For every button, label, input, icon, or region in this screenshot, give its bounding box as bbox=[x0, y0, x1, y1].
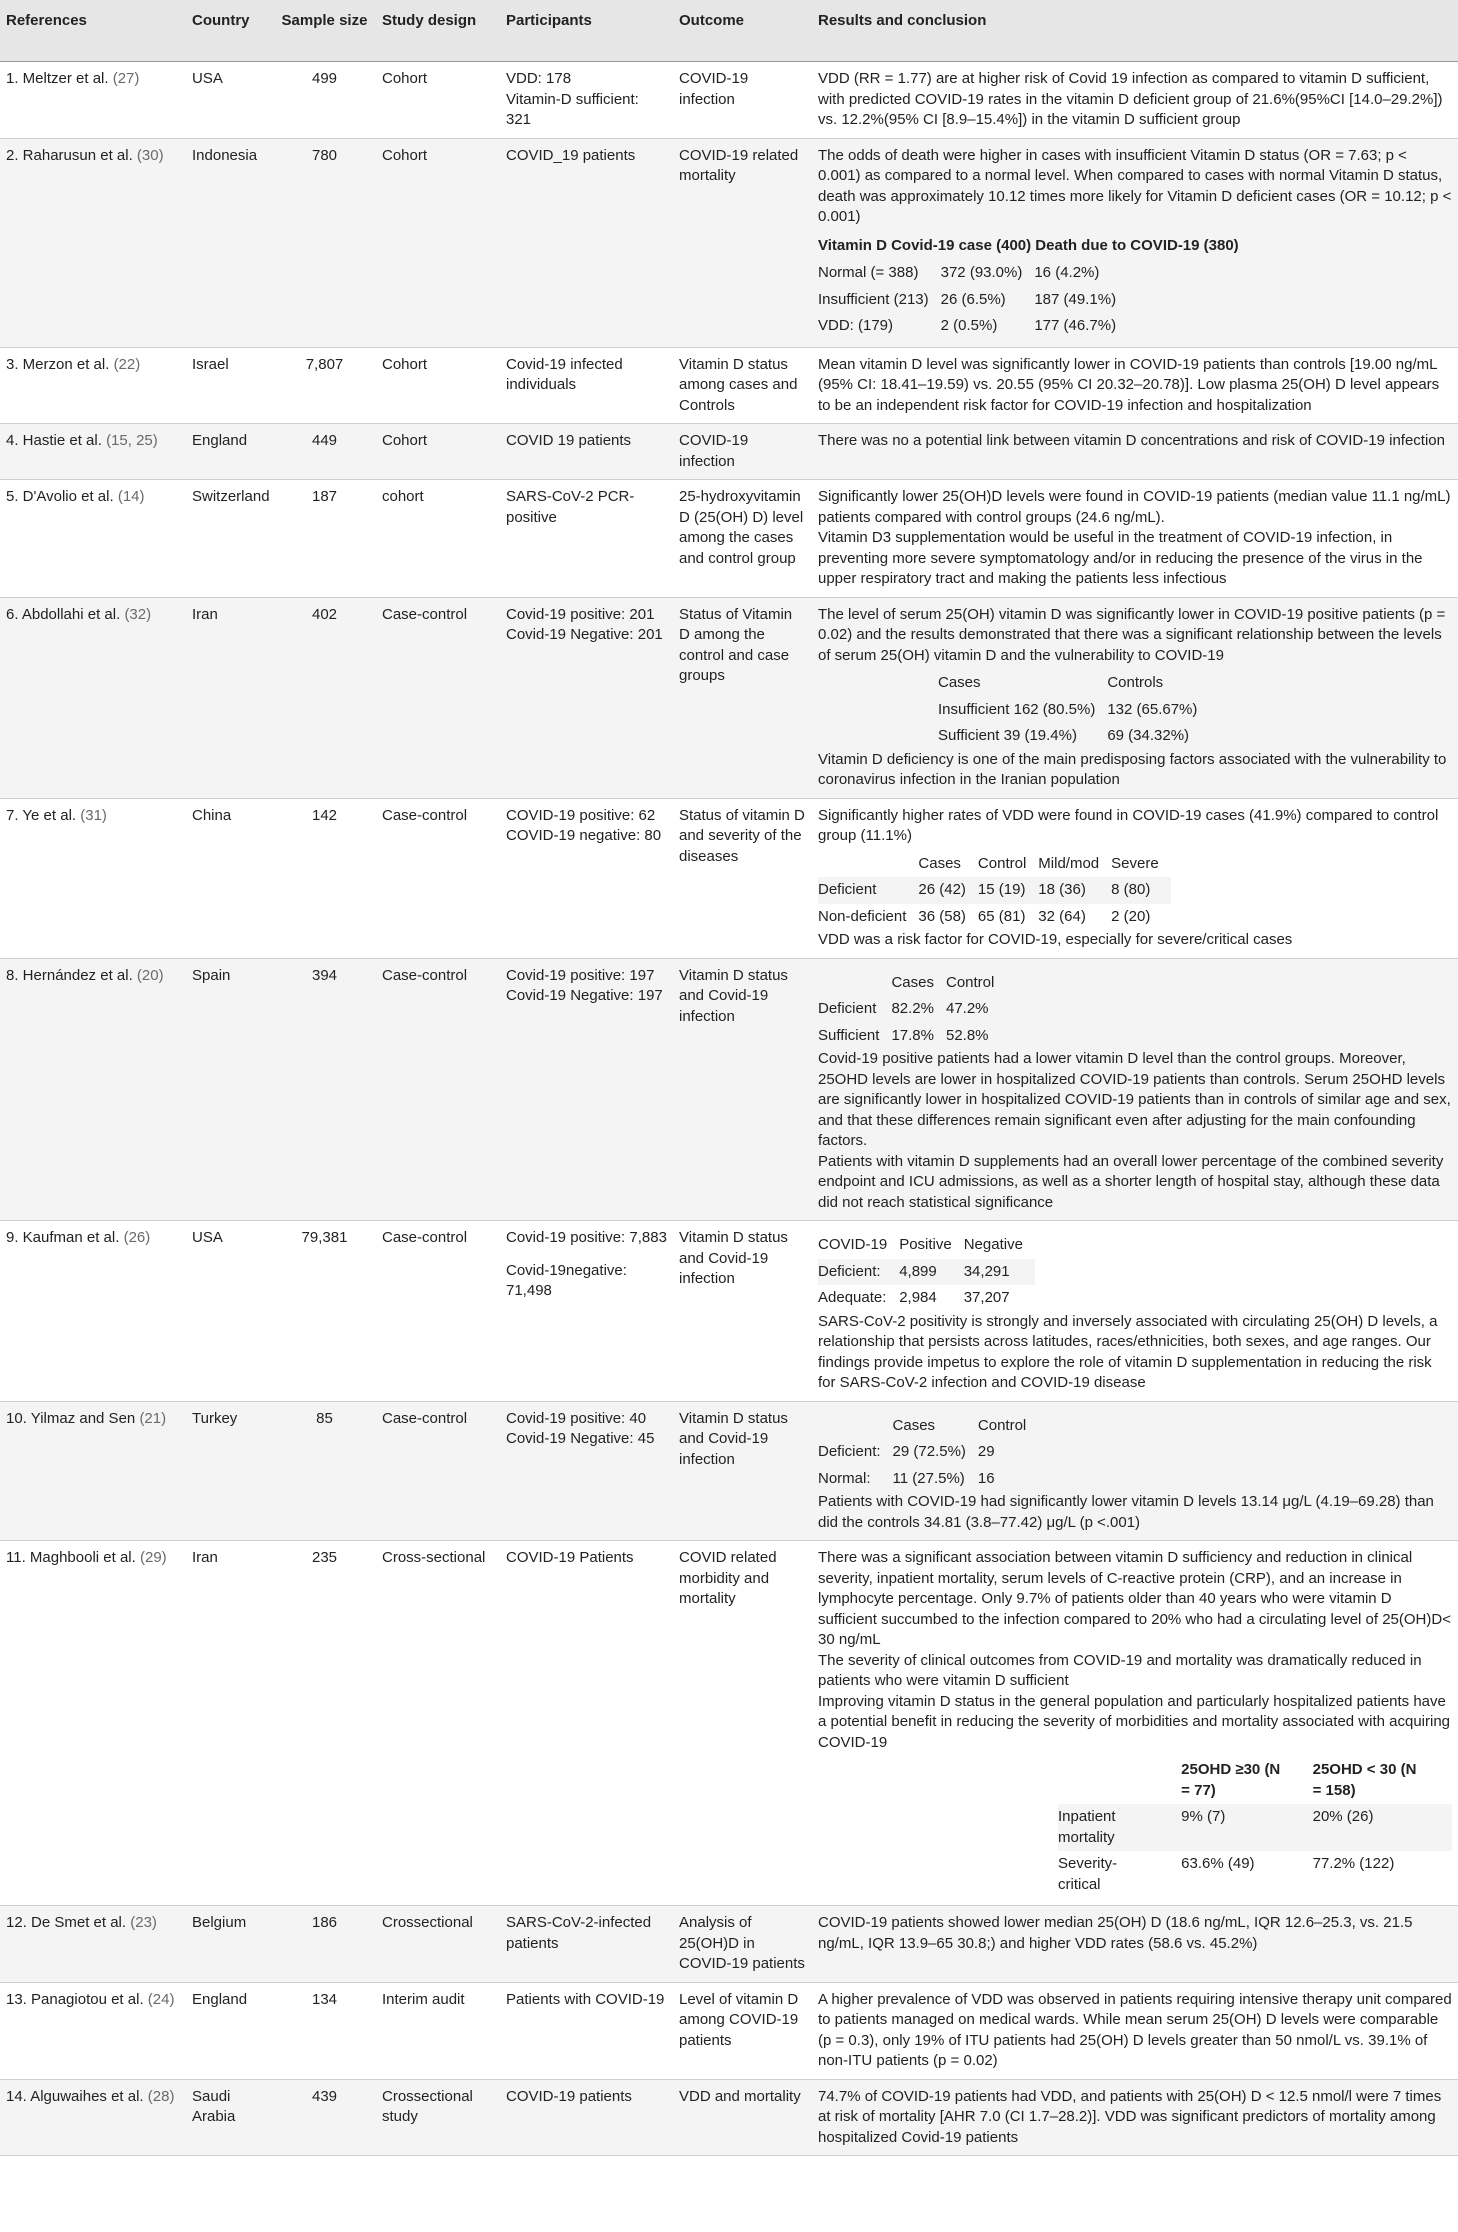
cell-country: Saudi Arabia bbox=[186, 2079, 273, 2156]
results-paragraph: Patients with COVID-19 had significantly lower vitamin D levels 13.14 μg/L (4.19–69.28) than did the controls 34.81 (3.8–77.42) μg/L (p <.001) bbox=[818, 1493, 1434, 1531]
reference-text: 12. De Smet et al. bbox=[6, 1914, 127, 1931]
cell-study-design: Case-control bbox=[376, 597, 500, 798]
subtable-row bbox=[818, 1259, 1035, 1286]
cell-reference bbox=[0, 480, 186, 598]
subtable-header-cell: 25OHD < 30 (N = 158) bbox=[1312, 1761, 1417, 1799]
table-row bbox=[0, 1221, 1458, 1402]
subtable-cell: 2,984 bbox=[899, 1289, 937, 1306]
citation-number: (30) bbox=[136, 146, 164, 164]
table-row bbox=[0, 1906, 1458, 1983]
results-paragraph: A higher prevalence of VDD was observed in patients requiring intensive therapy unit compared to patients managed on medical wards. While mean serum 25(OH) D levels were comparable (p = 0.3), only 19% of ITU patients had 25(OH) D levels greater than 50 nmol/L vs. 39.1% of non-ITU patients (p = 0.02) bbox=[818, 1990, 1452, 2069]
cell-sample-size: 402 bbox=[273, 597, 376, 798]
subtable-cell: VDD: (179) bbox=[818, 317, 894, 334]
cell-participants bbox=[500, 347, 673, 424]
citation-number: (21) bbox=[139, 1409, 167, 1427]
subtable-cell: 16 bbox=[977, 1469, 995, 1487]
participant-line: COVID-19 patients bbox=[506, 2087, 632, 2105]
cell-country: Iran bbox=[186, 1541, 273, 1906]
subtable-cell: Deficient bbox=[818, 1000, 877, 1017]
cell-sample-size: 134 bbox=[273, 1982, 376, 2079]
cell-sample-size: 235 bbox=[273, 1541, 376, 1906]
citation-number: (24) bbox=[147, 1990, 175, 2008]
subtable-row bbox=[818, 1439, 1038, 1466]
table-row bbox=[0, 958, 1458, 1221]
subtable-cell: 32 (64) bbox=[1038, 907, 1086, 925]
cell-results bbox=[812, 1221, 1458, 1402]
subtable-cell: Insufficient (213) bbox=[818, 290, 929, 308]
header-references: References bbox=[0, 0, 186, 62]
header-study-design: Study design bbox=[376, 0, 500, 62]
cell-country: Israel bbox=[186, 347, 273, 424]
cell-participants bbox=[500, 1221, 673, 1402]
table-row bbox=[0, 798, 1458, 958]
participant-line: COVID-19 positive: 62 bbox=[506, 806, 656, 824]
subtable-header-row bbox=[818, 1413, 1038, 1440]
cell-outcome: Vitamin D status and Covid-19 infection bbox=[673, 1401, 812, 1541]
participant-line: COVID 19 patients bbox=[506, 432, 632, 449]
subtable-cell: 372 (93.0%) bbox=[940, 264, 1023, 281]
cell-country: Spain bbox=[186, 958, 273, 1221]
header-country: Country bbox=[186, 0, 273, 62]
cell-country: Switzerland bbox=[186, 480, 273, 598]
cell-sample-size: 394 bbox=[273, 958, 376, 1221]
cell-results bbox=[812, 2079, 1458, 2156]
subtable-cell: 36 (58) bbox=[918, 907, 966, 925]
citation-number: (22) bbox=[113, 355, 141, 373]
cell-results bbox=[812, 597, 1458, 798]
cell-country: China bbox=[186, 798, 273, 958]
citation-number: (26) bbox=[123, 1229, 151, 1246]
results-paragraph: There was a significant association between vitamin D sufficiency and reduction in clinical severity, inpatient mortality, serum levels of C-reactive protein (CRP), and an increase in lymphocyte percentage. Only 9.7% of patients older than 40 years who were vitamin D sufficient succumbed to the infection compared to 20% who had a circulating level of 25(OH)D< 30 ng/mL bbox=[818, 1549, 1451, 1648]
subtable-header-row bbox=[938, 670, 1209, 697]
cell-sample-size: 79,381 bbox=[273, 1221, 376, 1402]
subtable-cell: 20% (26) bbox=[1312, 1808, 1374, 1825]
cell-outcome: Vitamin D status among cases and Controls bbox=[673, 347, 812, 424]
cell-sample-size: 85 bbox=[273, 1401, 376, 1541]
cell-sample-size: 449 bbox=[273, 424, 376, 480]
subtable-cell: 34,291 bbox=[963, 1262, 1010, 1280]
table-row bbox=[0, 347, 1458, 424]
results-paragraph: 74.7% of COVID-19 patients had VDD, and patients with 25(OH) D < 12.5 nmol/l were 7 times at risk of mortality [AHR 7.0 (CI 1.7–28.2)]. VDD was significant predictors of mortality among hospitalized Covid-19 patients bbox=[818, 2087, 1442, 2146]
subtable-row bbox=[818, 904, 1171, 931]
citation-number: (20) bbox=[136, 966, 164, 984]
participant-line: Patients with COVID-19 bbox=[506, 1990, 665, 2008]
subtable-cell: Deficient: bbox=[818, 1262, 881, 1280]
subtable-cell: 187 (49.1%) bbox=[1034, 290, 1117, 308]
participant-line: Covid-19 positive: 201 bbox=[506, 605, 655, 623]
subtable-cell: 2 (20) bbox=[1111, 907, 1151, 925]
subtable-header-cell: Control bbox=[977, 854, 1027, 872]
subtable-cell: Sufficient bbox=[818, 1026, 880, 1044]
subtable-cell: 47.2% bbox=[945, 1000, 989, 1017]
subtable-cell: 26 (6.5%) bbox=[940, 290, 1006, 308]
cell-study-design: Case-control bbox=[376, 958, 500, 1221]
cell-results bbox=[812, 138, 1458, 347]
cell-results bbox=[812, 480, 1458, 598]
cell-reference bbox=[0, 347, 186, 424]
cell-outcome: 25-hydroxyvitamin D (25(OH) D) level among the cases and control group bbox=[673, 480, 812, 598]
subtable-cell: 65 (81) bbox=[977, 907, 1026, 925]
participant-line: Vitamin-D sufficient: 321 bbox=[506, 90, 639, 128]
subtable-header: Vitamin D Covid-19 case (400) Death due to COVID-19 (380) bbox=[818, 236, 1239, 254]
header-results: Results and conclusion bbox=[812, 0, 1458, 62]
cell-outcome: COVID-19 related mortality bbox=[673, 138, 812, 347]
cell-country: USA bbox=[186, 1221, 273, 1402]
results-subtable bbox=[938, 670, 1209, 750]
cell-participants bbox=[500, 62, 673, 139]
cell-reference bbox=[0, 2079, 186, 2156]
table-row bbox=[0, 480, 1458, 598]
participant-line: SARS-CoV-2 PCR-positive bbox=[506, 488, 635, 526]
subtable-cell: 11 (27.5%) bbox=[892, 1469, 965, 1487]
cell-country: Turkey bbox=[186, 1401, 273, 1541]
cell-participants bbox=[500, 1906, 673, 1983]
citation-number: (23) bbox=[130, 1914, 157, 1931]
cell-study-design: Cohort bbox=[376, 138, 500, 347]
cell-study-design: Cohort bbox=[376, 347, 500, 424]
participant-line: Covid-19 infected individuals bbox=[506, 355, 623, 393]
subtable-cell: 9% (7) bbox=[1181, 1808, 1226, 1825]
reference-text: 9. Kaufman et al. bbox=[6, 1229, 120, 1246]
subtable-header-row bbox=[818, 851, 1171, 878]
reference-text: 14. Alguwaihes et al. bbox=[6, 2087, 144, 2105]
cell-outcome: COVID-19 infection bbox=[673, 424, 812, 480]
participant-line: SARS-CoV-2-infected patients bbox=[506, 1914, 652, 1952]
cell-participants bbox=[500, 1982, 673, 2079]
subtable-header-cell: Mild/mod bbox=[1038, 854, 1100, 872]
reference-text: 4. Hastie et al. bbox=[6, 432, 102, 449]
results-paragraph: The severity of clinical outcomes from COVID-19 and mortality was dramatically reduced in patients who were vitamin D sufficient bbox=[818, 1651, 1422, 1689]
cell-participants bbox=[500, 1401, 673, 1541]
cell-reference bbox=[0, 1982, 186, 2079]
subtable-header-cell: Cases bbox=[891, 973, 934, 991]
results-paragraph: There was no a potential link between vitamin D concentrations and risk of COVID-19 infection bbox=[818, 432, 1445, 449]
cell-reference bbox=[0, 1906, 186, 1983]
cell-results bbox=[812, 347, 1458, 424]
subtable-row bbox=[1058, 1804, 1452, 1851]
results-paragraph: Significantly lower 25(OH)D levels were found in COVID-19 patients (median value 11.1 ng/mL) patients compared with control groups (24.6 ng/mL). bbox=[818, 488, 1451, 526]
cell-sample-size: 499 bbox=[273, 62, 376, 139]
participant-line: COVID_19 patients bbox=[506, 146, 636, 164]
cell-sample-size: 142 bbox=[273, 798, 376, 958]
cell-study-design: Crossectional study bbox=[376, 2079, 500, 2156]
subtable-header-cell: Control bbox=[945, 973, 995, 991]
participant-line: Covid-19 Negative: 201 bbox=[506, 626, 663, 643]
table-row bbox=[0, 138, 1458, 347]
results-paragraph: VDD (RR = 1.77) are at higher risk of Covid 19 infection as compared to vitamin D sufficient, with predicted COVID-19 rates in the vitamin D deficient group of 21.6%(95%CI [14.0–29.2%]) vs. 12.2%(95% CI [8.9–15.4%]) in the vitamin D sufficient group bbox=[818, 70, 1443, 128]
results-paragraph: Significantly higher rates of VDD were found in COVID-19 cases (41.9%) compared to control group (11.1%) bbox=[818, 806, 1439, 844]
subtable-cell: Adequate: bbox=[818, 1289, 887, 1306]
table-row bbox=[0, 62, 1458, 139]
header-outcome: Outcome bbox=[673, 0, 812, 62]
cell-country: USA bbox=[186, 62, 273, 139]
subtable-row bbox=[818, 287, 1128, 314]
subtable-header-cell: Severe bbox=[1111, 854, 1159, 872]
citation-number: (32) bbox=[124, 605, 152, 623]
results-paragraph: VDD was a risk factor for COVID-19, especially for severe/critical cases bbox=[818, 931, 1293, 948]
cell-outcome: Status of vitamin D and severity of the diseases bbox=[673, 798, 812, 958]
header-sample-size: Sample size bbox=[273, 0, 376, 62]
subtable-row bbox=[818, 1466, 1038, 1493]
subtable-cell: 15 (19) bbox=[977, 881, 1026, 898]
table-row bbox=[0, 2079, 1458, 2156]
subtable-header-cell: Cases bbox=[938, 674, 981, 691]
cell-participants bbox=[500, 424, 673, 480]
subtable-row bbox=[818, 313, 1128, 340]
cell-outcome: Vitamin D status and Covid-19 infection bbox=[673, 1221, 812, 1402]
cell-sample-size: 7,807 bbox=[273, 347, 376, 424]
cell-study-design: Interim audit bbox=[376, 1982, 500, 2079]
cell-study-design: Case-control bbox=[376, 1221, 500, 1402]
subtable-row bbox=[1058, 1851, 1452, 1898]
reference-text: 2. Raharusun et al. bbox=[6, 146, 133, 164]
subtable-header-row bbox=[818, 970, 1006, 997]
results-paragraph: Vitamin D3 supplementation would be useful in the treatment of COVID-19 infection, in preventing more severe symptomatology and/or in reducing the presence of the virus in the upper respiratory tract and making the patients less infectious bbox=[818, 529, 1423, 587]
participant-line: VDD: 178 bbox=[506, 70, 572, 87]
subtable-row bbox=[818, 996, 1006, 1023]
cell-results bbox=[812, 1401, 1458, 1541]
subtable-header-cell: COVID-19 bbox=[818, 1236, 888, 1253]
subtable-cell: 177 (46.7%) bbox=[1034, 317, 1117, 334]
results-paragraph: The odds of death were higher in cases with insufficient Vitamin D status (OR = 7.63; p < 0.001) as compared to a normal level. When compared to cases with normal Vitamin D status, death was approximately 10.12 times more likely for Vitamin D deficient cases (OR = 10.12; p < 0.001) bbox=[818, 146, 1452, 225]
reference-text: 6. Abdollahi et al. bbox=[6, 605, 121, 623]
cell-results bbox=[812, 1982, 1458, 2079]
participant-line: Covid-19 positive: 197 bbox=[506, 966, 655, 984]
subtable-cell: 18 (36) bbox=[1038, 881, 1086, 898]
subtable-cell: 52.8% bbox=[945, 1026, 989, 1044]
subtable-row bbox=[818, 260, 1128, 287]
subtable-header-cell bbox=[818, 851, 918, 878]
subtable-cell: 17.8% bbox=[891, 1026, 934, 1044]
cell-reference bbox=[0, 138, 186, 347]
participant-line: COVID-19 negative: 80 bbox=[506, 827, 662, 844]
table-row bbox=[0, 424, 1458, 480]
results-paragraph: Covid-19 positive patients had a lower vitamin D level than the control groups. Moreover, 25OHD levels are lower in hospitalized COVID-19 patients than controls. Serum 25OHD levels are significantly lower in hospitalized COVID-19 patients than in controls of similar age and sex, and that these differences remain significant even after adjusting for the main confounding factors. bbox=[818, 1050, 1451, 1149]
participant-line: Covid-19 positive: 40 bbox=[506, 1409, 647, 1427]
cell-country: Belgium bbox=[186, 1906, 273, 1983]
subtable-cell: Deficient bbox=[818, 881, 877, 898]
subtable-header-cell: Controls bbox=[1107, 674, 1164, 691]
participant-line: Covid-19 Negative: 45 bbox=[506, 1430, 655, 1447]
subtable-cell: 4,899 bbox=[899, 1262, 937, 1280]
cell-sample-size: 780 bbox=[273, 138, 376, 347]
cell-sample-size: 439 bbox=[273, 2079, 376, 2156]
cell-country: Indonesia bbox=[186, 138, 273, 347]
table-body bbox=[0, 62, 1458, 2156]
subtable-header-cell: Positive bbox=[899, 1236, 952, 1253]
subtable-cell: 37,207 bbox=[963, 1289, 1010, 1306]
subtable-row bbox=[938, 723, 1209, 750]
cell-reference bbox=[0, 798, 186, 958]
subtable-cell: 29 bbox=[977, 1443, 995, 1460]
cell-participants bbox=[500, 138, 673, 347]
citation-number: (29) bbox=[139, 1549, 167, 1566]
reference-text: 7. Ye et al. bbox=[6, 806, 77, 824]
results-subtable bbox=[818, 851, 1171, 931]
results-paragraph: Vitamin D deficiency is one of the main predisposing factors associated with the vulnerability to coronavirus infection in the Iranian population bbox=[818, 750, 1447, 788]
table-row bbox=[0, 597, 1458, 798]
cell-participants bbox=[500, 1541, 673, 1906]
cell-outcome: Analysis of 25(OH)D in COVID-19 patients bbox=[673, 1906, 812, 1983]
subtable-header-cell bbox=[818, 1413, 893, 1440]
cell-reference bbox=[0, 1541, 186, 1906]
results-paragraph: SARS-CoV-2 positivity is strongly and inversely associated with circulating 25(OH) D levels, a relationship that persists across latitudes, races/ethnicities, both sexes, and age ranges. Our findings provide impetus to explore the role of vitamin D supplementation in reducing the risk for SARS-CoV-2 infection and COVID-19 disease bbox=[818, 1312, 1438, 1391]
table-row bbox=[0, 1401, 1458, 1541]
cell-reference bbox=[0, 1401, 186, 1541]
cell-reference bbox=[0, 424, 186, 480]
subtable-header-cell: Negative bbox=[963, 1236, 1023, 1253]
table-row bbox=[0, 1541, 1458, 1906]
cell-participants bbox=[500, 2079, 673, 2156]
cell-participants bbox=[500, 958, 673, 1221]
subtable-cell: 77.2% (122) bbox=[1312, 1855, 1395, 1872]
subtable-cell: 16 (4.2%) bbox=[1034, 264, 1100, 281]
reference-text: 11. Maghbooli et al. bbox=[6, 1549, 136, 1566]
subtable-cell: 2 (0.5%) bbox=[940, 317, 998, 334]
subtable-row bbox=[938, 697, 1209, 724]
cell-outcome: COVID-19 infection bbox=[673, 62, 812, 139]
reference-text: 8. Hernández et al. bbox=[6, 966, 133, 984]
cell-results bbox=[812, 62, 1458, 139]
results-subtable bbox=[818, 260, 1128, 340]
table-header-row bbox=[0, 0, 1458, 62]
cell-study-design: cohort bbox=[376, 480, 500, 598]
subtable-cell: Inpatient mortality bbox=[1058, 1808, 1116, 1846]
cell-results bbox=[812, 424, 1458, 480]
cell-reference bbox=[0, 958, 186, 1221]
subtable-cell: Severity-critical bbox=[1058, 1855, 1118, 1893]
subtable-cell: 29 (72.5%) bbox=[892, 1443, 966, 1460]
results-paragraph: Patients with vitamin D supplements had an overall lower percentage of the combined severity endpoint and ICU admissions, as well as a shorter length of hospital stay, although these data did not reach statistical significance bbox=[818, 1152, 1444, 1211]
subtable-cell: Sufficient 39 (19.4%) bbox=[938, 727, 1077, 744]
results-paragraph: COVID-19 patients showed lower median 25(OH) D (18.6 ng/mL, IQR 12.6–25.3, vs. 21.5 ng/mL, IQR 13.9–65 30.8;) and higher VDD rates (58.6 vs. 45.2%) bbox=[818, 1914, 1413, 1952]
cell-participants bbox=[500, 597, 673, 798]
subtable-cell: 63.6% (49) bbox=[1181, 1855, 1255, 1872]
cell-country: England bbox=[186, 424, 273, 480]
subtable-row bbox=[818, 1023, 1006, 1050]
results-subtable bbox=[818, 970, 1006, 1050]
cell-participants bbox=[500, 798, 673, 958]
reference-text: 1. Meltzer et al. bbox=[6, 70, 109, 87]
cell-outcome: COVID related morbidity and mortality bbox=[673, 1541, 812, 1906]
cell-country: England bbox=[186, 1982, 273, 2079]
participant-line: Covid-19 positive: 7,883 bbox=[506, 1229, 667, 1246]
citation-number: (28) bbox=[147, 2087, 175, 2105]
cell-results bbox=[812, 958, 1458, 1221]
subtable-header-cell: Cases bbox=[918, 854, 961, 872]
results-paragraph: Mean vitamin D level was significantly lower in COVID-19 patients than controls [19.00 ng/mL (95% CI: 18.41–19.59) vs. 20.55 (95% CI 20.32–20.78)]. Low plasma 25(OH) D level appears to be an independent risk factor for COVID-19 infection and hospitalization bbox=[818, 355, 1440, 414]
cell-study-design: Crossectional bbox=[376, 1906, 500, 1983]
subtable-header-row bbox=[1058, 1757, 1452, 1804]
subtable-header-cell: Control bbox=[977, 1416, 1027, 1434]
header-participants: Participants bbox=[500, 0, 673, 62]
cell-study-design: Cohort bbox=[376, 62, 500, 139]
participant-line: Covid-19negative: 71,498 bbox=[506, 1261, 627, 1299]
cell-sample-size: 186 bbox=[273, 1906, 376, 1983]
results-subtable bbox=[818, 1413, 1038, 1493]
results-subtable bbox=[818, 1232, 1035, 1312]
subtable-header-cell: 25OHD ≥30 (N = 77) bbox=[1181, 1761, 1281, 1799]
cell-outcome: Level of vitamin D among COVID-19 patients bbox=[673, 1982, 812, 2079]
cell-results bbox=[812, 1906, 1458, 1983]
citation-number: (14) bbox=[117, 488, 145, 505]
citation-number: (31) bbox=[80, 806, 107, 824]
results-paragraph: The level of serum 25(OH) vitamin D was significantly lower in COVID-19 positive patients (p = 0.02) and the results demonstrated that there was a significant relationship between the levels of serum 25(OH) vitamin D and the vulnerability to COVID-19 bbox=[818, 605, 1446, 664]
cell-reference bbox=[0, 597, 186, 798]
subtable-cell: Normal: bbox=[818, 1469, 871, 1487]
cell-reference bbox=[0, 1221, 186, 1402]
cell-study-design: Cross-sectional bbox=[376, 1541, 500, 1906]
subtable-header-cell bbox=[818, 970, 891, 997]
subtable-cell: Non-deficient bbox=[818, 907, 907, 925]
citation-number: (15, 25) bbox=[106, 432, 158, 449]
table-row bbox=[0, 1982, 1458, 2079]
citation-number: (27) bbox=[112, 70, 140, 87]
reference-text: 10. Yilmaz and Sen bbox=[6, 1409, 136, 1427]
subtable-row bbox=[818, 1285, 1035, 1312]
cell-sample-size: 187 bbox=[273, 480, 376, 598]
results-paragraph: Improving vitamin D status in the general population and particularly hospitalized patients have a potential benefit in reducing the severity of morbidities and mortality associated with acquiring COVID-19 bbox=[818, 1692, 1451, 1751]
participant-line: Covid-19 Negative: 197 bbox=[506, 987, 663, 1004]
cell-outcome: Status of Vitamin D among the control and case groups bbox=[673, 597, 812, 798]
reference-text: 13. Panagiotou et al. bbox=[6, 1990, 144, 2008]
participant-line: COVID-19 Patients bbox=[506, 1549, 634, 1566]
cell-results bbox=[812, 798, 1458, 958]
cell-study-design: Case-control bbox=[376, 1401, 500, 1541]
cell-country: Iran bbox=[186, 597, 273, 798]
cell-participants bbox=[500, 480, 673, 598]
subtable-cell: 26 (42) bbox=[918, 881, 966, 898]
cell-outcome: VDD and mortality bbox=[673, 2079, 812, 2156]
subtable-header-cell bbox=[1058, 1757, 1181, 1804]
cell-reference bbox=[0, 62, 186, 139]
results-subtable bbox=[1058, 1757, 1452, 1898]
reference-text: 3. Merzon et al. bbox=[6, 355, 110, 373]
cell-results bbox=[812, 1541, 1458, 1906]
subtable-row bbox=[818, 877, 1171, 904]
cell-study-design: Cohort bbox=[376, 424, 500, 480]
subtable-cell: Normal (= 388) bbox=[818, 264, 919, 281]
cell-study-design: Case-control bbox=[376, 798, 500, 958]
subtable-cell: 8 (80) bbox=[1111, 881, 1151, 898]
subtable-header-row bbox=[818, 1232, 1035, 1259]
subtable-header-cell: Cases bbox=[892, 1416, 936, 1434]
subtable-cell: 132 (65.67%) bbox=[1107, 700, 1198, 718]
cell-outcome: Vitamin D status and Covid-19 infection bbox=[673, 958, 812, 1221]
reference-text: 5. D'Avolio et al. bbox=[6, 488, 114, 505]
subtable-cell: 82.2% bbox=[891, 1000, 934, 1017]
subtable-cell: Deficient: bbox=[818, 1443, 881, 1460]
subtable-cell: Insufficient 162 (80.5%) bbox=[938, 700, 1096, 718]
subtable-cell: 69 (34.32%) bbox=[1107, 727, 1190, 744]
